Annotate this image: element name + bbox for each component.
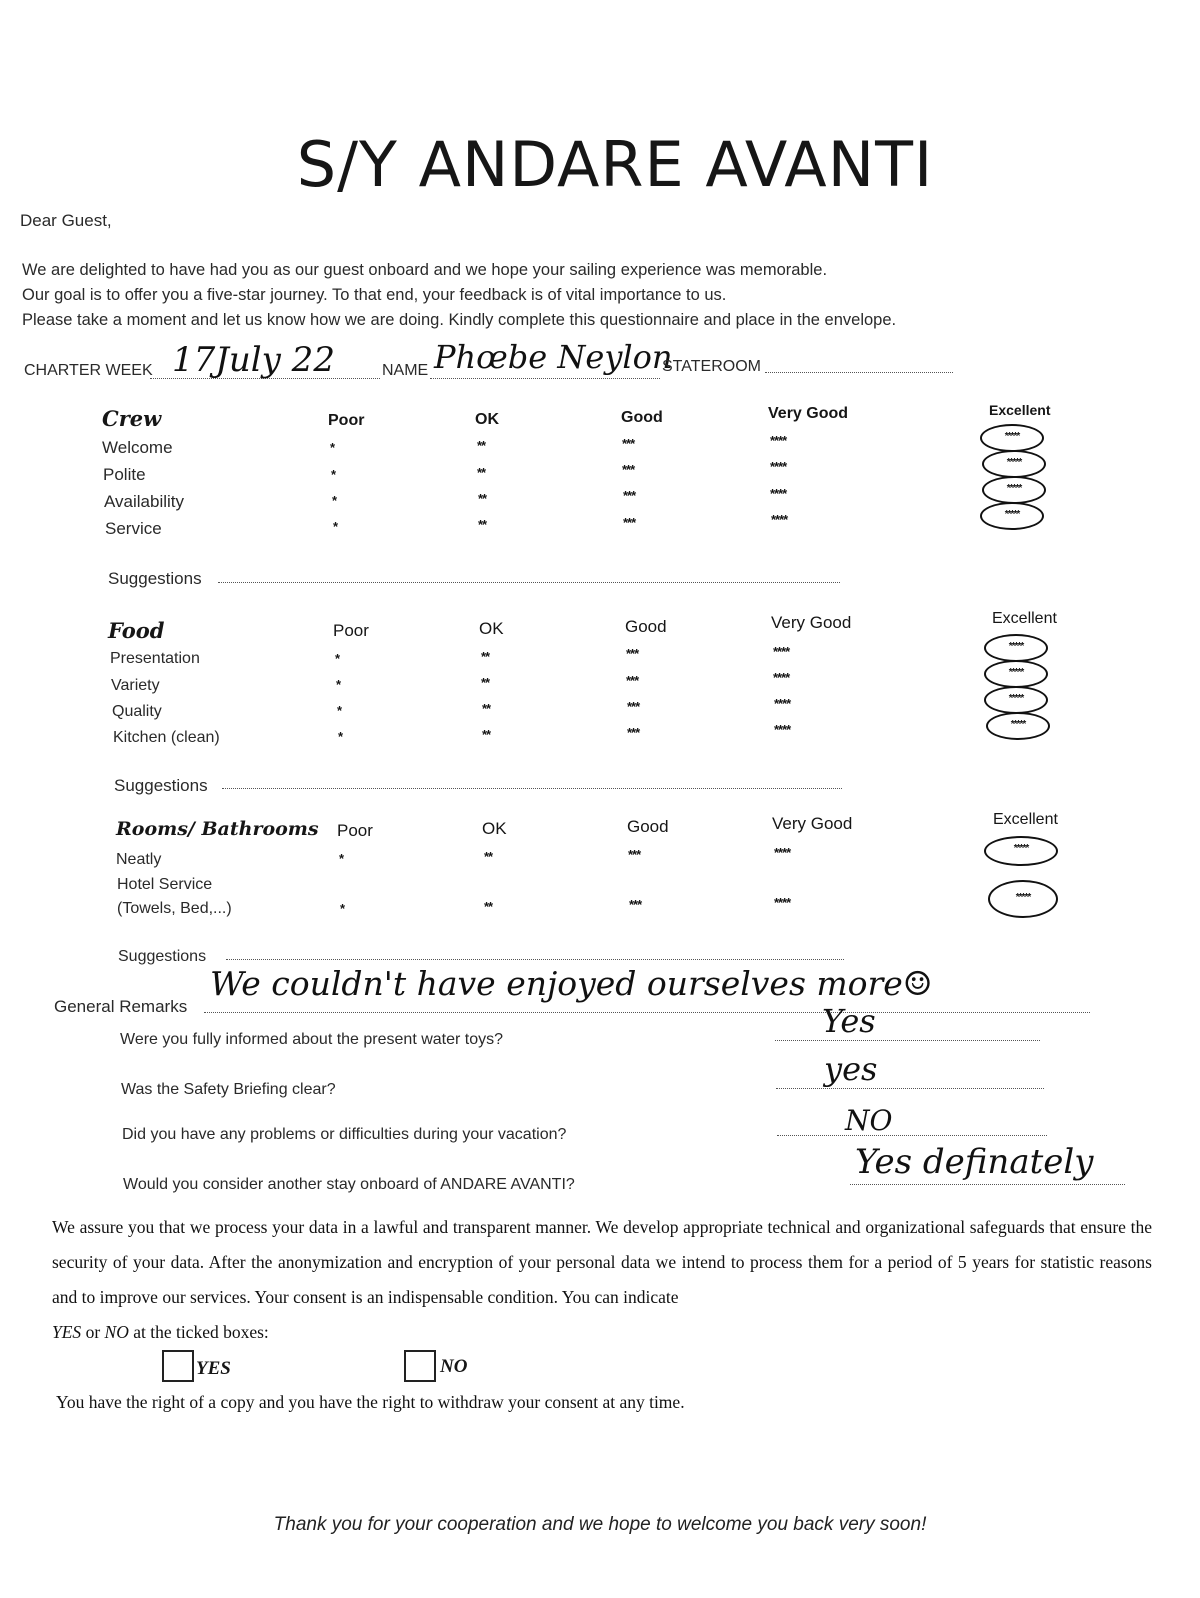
food-row-variety: Variety	[111, 677, 160, 694]
rating-ok[interactable]: **	[478, 517, 487, 532]
answer-problems[interactable]: NO	[845, 1104, 893, 1137]
rating-excellent-selected[interactable]: *****	[980, 424, 1044, 452]
food-head-very-good: Very Good	[771, 613, 852, 632]
consent-paragraph	[52, 1210, 1152, 1350]
answer-line	[775, 1040, 1040, 1041]
rating-excellent-selected[interactable]: *****	[988, 880, 1058, 918]
rating-good[interactable]: ***	[623, 515, 636, 530]
answer-line	[850, 1184, 1125, 1185]
consent-text: We assure you that we process your data in a lawful and transparent manner. We develop appropriate technical and organizational safeguards that ensure the security of your data. After the anonymization and encryption of your personal data we intend to process them for a period of 5 years for statistic reasons and to improve our services. Your consent is an indispensable condition. You can indicate	[52, 1217, 1152, 1307]
rating-excellent-selected[interactable]: *****	[984, 836, 1058, 866]
consent-or: or	[81, 1322, 105, 1342]
rooms-row-neatly: Neatly	[116, 851, 162, 868]
rating-excellent-selected[interactable]: *****	[982, 450, 1046, 478]
rating-poor[interactable]: *	[336, 677, 341, 692]
rating-ok[interactable]: **	[484, 899, 493, 914]
intro-line: Please take a moment and let us know how we are doing. Kindly complete this questionnaire and place in the envelope.	[22, 311, 897, 329]
rating-very-good[interactable]: ****	[773, 670, 790, 685]
rating-excellent-selected[interactable]: *****	[984, 686, 1048, 714]
form-title: S/Y ANDARE AVANTI	[296, 128, 934, 201]
rating-excellent-selected[interactable]: *****	[984, 660, 1048, 688]
rating-good[interactable]: ***	[622, 462, 635, 477]
consent-no-checkbox[interactable]	[404, 1350, 436, 1382]
rating-ok[interactable]: **	[481, 649, 490, 664]
food-head-poor: Poor	[333, 621, 369, 640]
food-row-quality: Quality	[112, 703, 162, 720]
food-head-good: Good	[625, 617, 667, 636]
rating-poor[interactable]: *	[337, 703, 342, 718]
consent-no-inline: NO	[104, 1322, 129, 1342]
consent-tail: at the ticked boxes:	[128, 1322, 269, 1342]
rating-very-good[interactable]: ****	[774, 722, 791, 737]
rooms-row-hotel-service-detail: (Towels, Bed,...)	[117, 900, 232, 917]
crew-row-service: Service	[105, 519, 162, 538]
rating-very-good[interactable]: ****	[773, 644, 790, 659]
food-head-ok: OK	[479, 619, 504, 638]
crew-suggestions-label: Suggestions	[108, 569, 202, 588]
consent-yes-label: YES	[196, 1358, 231, 1379]
food-row-presentation: Presentation	[110, 650, 200, 667]
rating-good[interactable]: ***	[626, 646, 639, 661]
rating-very-good[interactable]: ****	[774, 696, 791, 711]
question-safety-briefing: Was the Safety Briefing clear?	[121, 1081, 336, 1098]
crew-section-title: Crew	[102, 406, 162, 431]
closing-thanks: Thank you for your cooperation and we hope to welcome you back very soon!	[273, 1514, 927, 1535]
rating-excellent-selected[interactable]: *****	[982, 476, 1046, 504]
rating-good[interactable]: ***	[627, 725, 640, 740]
question-water-toys: Were you fully informed about the present water toys?	[120, 1031, 504, 1048]
general-remarks-field[interactable]: We couldn't have enjoyed ourselves more☺	[210, 964, 933, 1003]
answer-line	[776, 1088, 1044, 1089]
general-remarks-label: General Remarks	[54, 997, 188, 1016]
rating-very-good[interactable]: ****	[770, 486, 787, 501]
food-suggestions-field[interactable]	[222, 788, 842, 789]
consent-yes-checkbox[interactable]	[162, 1350, 194, 1382]
rating-ok[interactable]: **	[477, 465, 486, 480]
consent-no-label: NO	[440, 1356, 468, 1377]
crew-row-availability: Availability	[104, 492, 185, 511]
intro-line: We are delighted to have had you as our guest onboard and we hope your sailing experience was memorable.	[22, 261, 828, 279]
rooms-suggestions-label: Suggestions	[118, 948, 207, 965]
food-section-title: Food	[108, 618, 165, 643]
answer-safety-briefing[interactable]: yes	[824, 1050, 878, 1088]
crew-row-welcome: Welcome	[102, 438, 173, 457]
rating-good[interactable]: ***	[627, 699, 640, 714]
rating-very-good[interactable]: ****	[774, 845, 791, 860]
rating-poor[interactable]: *	[340, 901, 345, 916]
rating-poor[interactable]: *	[332, 493, 337, 508]
question-problems: Did you have any problems or difficulties during your vacation?	[122, 1126, 567, 1143]
rating-very-good[interactable]: ****	[774, 895, 791, 910]
rooms-row-hotel-service: Hotel Service	[117, 876, 213, 893]
intro-line: Our goal is to offer you a five-star journey. To that end, your feedback is of vital importance to us.	[22, 286, 727, 304]
answer-line	[777, 1135, 1047, 1136]
rating-good[interactable]: ***	[623, 488, 636, 503]
consent-yes-inline: YES	[52, 1322, 82, 1342]
consent-rights: You have the right of a copy and you have the right to withdraw your consent at any time.	[56, 1392, 685, 1412]
rating-good[interactable]: ***	[622, 436, 635, 451]
rooms-head-poor: Poor	[337, 821, 373, 840]
rooms-section-title: Rooms/ Bathrooms	[116, 818, 319, 840]
rating-poor[interactable]: *	[331, 467, 336, 482]
rating-poor[interactable]: *	[333, 519, 338, 534]
rating-excellent-selected[interactable]: *****	[980, 502, 1044, 530]
rating-ok[interactable]: **	[482, 701, 491, 716]
rooms-head-good: Good	[627, 817, 669, 836]
rating-very-good[interactable]: ****	[771, 512, 788, 527]
rating-poor[interactable]: *	[335, 651, 340, 666]
answer-water-toys[interactable]: Yes	[822, 1002, 876, 1040]
crew-row-polite: Polite	[103, 465, 146, 484]
rating-poor[interactable]: *	[330, 440, 335, 455]
rating-very-good[interactable]: ****	[770, 433, 787, 448]
rating-poor[interactable]: *	[339, 851, 344, 866]
rating-excellent-selected[interactable]: *****	[984, 634, 1048, 662]
rooms-head-ok: OK	[482, 819, 507, 838]
stateroom-label: STATEROOM	[662, 358, 761, 375]
food-head-excellent: Excellent	[992, 610, 1057, 627]
crew-head-excellent: Excellent	[989, 402, 1051, 418]
crew-head-ok: OK	[475, 411, 499, 428]
rating-good[interactable]: ***	[626, 673, 639, 688]
rating-good[interactable]: ***	[629, 897, 642, 912]
name-line	[430, 378, 660, 379]
food-row-kitchen: Kitchen (clean)	[113, 729, 220, 746]
crew-suggestions-field[interactable]	[218, 582, 840, 583]
rating-good[interactable]: ***	[628, 847, 641, 862]
rooms-head-excellent: Excellent	[993, 811, 1058, 828]
answer-another-stay[interactable]: Yes definately	[855, 1142, 1094, 1182]
food-suggestions-label: Suggestions	[114, 776, 208, 795]
rooms-head-very-good: Very Good	[772, 814, 853, 833]
name-field[interactable]: Phœbe Neylon	[434, 338, 673, 376]
general-remarks-line	[204, 1012, 1090, 1013]
question-another-stay: Would you consider another stay onboard of ANDARE AVANTI?	[123, 1176, 575, 1193]
rating-poor[interactable]: *	[338, 729, 343, 744]
rooms-suggestions-field[interactable]	[226, 959, 844, 960]
rating-ok[interactable]: **	[478, 491, 487, 506]
crew-head-very-good: Very Good	[768, 405, 849, 422]
rating-very-good[interactable]: ****	[770, 459, 787, 474]
charter-week-field[interactable]: 17July 22	[172, 340, 335, 380]
rating-excellent-selected[interactable]: *****	[986, 712, 1050, 740]
rating-ok[interactable]: **	[481, 675, 490, 690]
intro-text	[22, 258, 896, 333]
charter-week-label: CHARTER WEEK	[24, 362, 153, 379]
stateroom-field[interactable]	[765, 372, 953, 373]
rating-ok[interactable]: **	[484, 849, 493, 864]
rating-ok[interactable]: **	[477, 438, 486, 453]
rating-ok[interactable]: **	[482, 727, 491, 742]
greeting: Dear Guest,	[20, 211, 112, 230]
name-label: NAME	[382, 362, 429, 379]
crew-head-poor: Poor	[328, 412, 365, 429]
crew-head-good: Good	[621, 409, 663, 426]
